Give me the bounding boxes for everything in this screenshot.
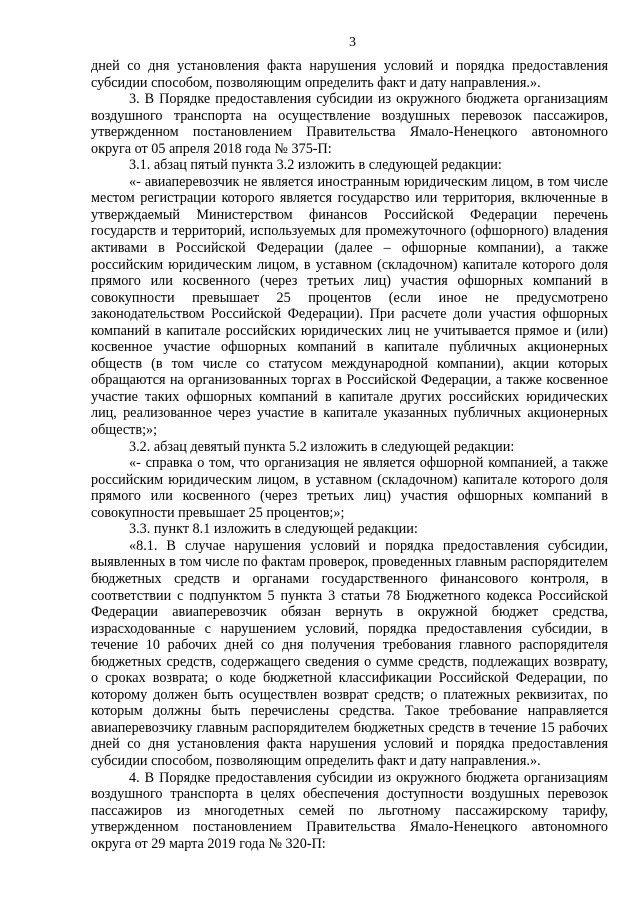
page-number: 3 [349, 35, 356, 50]
paragraph-item-3-2: 3.2. абзац девятый пункта 5.2 изложить в следующей редакции: [129, 438, 515, 455]
paragraph-item-3: 3. В Порядке предоставления субсидии из окружного бюджета организациям воздушного транспорта на осуществление воздушных перевозок пассажиров, утвержденном постановлением Правительства Ямало-Ненецкого автономного округа от 05 апреля 2018 года № 375-П: [91, 91, 608, 157]
document-page [91, 34, 608, 852]
paragraph-item-3-1: 3.1. абзац пятый пункта 3.2 изложить в следующей редакции: [129, 157, 502, 174]
paragraph-item-3-3: 3.3. пункт 8.1 изложить в следующей редакции: [129, 521, 418, 538]
paragraph-continuation: дней со дня установления факта нарушения условий и порядка предоставления субсидии способом, позволяющим определить факт и дату направления.». [91, 58, 608, 91]
paragraph-quote-certificate: «- справка о том, что организация не является офшорной компанией, а также российским юридическим лицом, в уставном (складочном) капитале которого доля прямого или косвенного (через третьих лиц) участия офшорных компаний в совокупности превышает 25 процентов;»; [91, 455, 608, 521]
paragraph-quote-offshore-carrier: «- авиаперевозчик не является иностранным юридическим лицом, в том числе местом регистрации которого является государство или территория, включенные в утверждаемый Министерством финансов Российской Федерации перечень государств и территорий, используемых для промежуточного (офшорного) владения активами в Российской Федерации (далее – офшорные компании), а также российским юридическим лицом, в уставном (складочном) капитале которого доля прямого или косвенного (через третьих лиц) участия офшорных компаний в совокупности превышает 25 процентов (если иное не предусмотрено законодательством Российской Федерации). При расчете доли участия офшорных компаний в капитале российских юридических лиц не учитывается прямое и (или) косвенное участие офшорных компаний в капитале публичных акционерных обществ (в том числе со статусом международной компании), акции которых обращаются на организованных торгах в Российской Федерации, а также косвенное участие таких офшорных компаний в капитале других российских юридических лиц, реализованное через участие в капитале указанных публичных акционерных обществ;»; [91, 173, 608, 439]
paragraph-quote-8-1: «8.1. В случае нарушения условий и порядка предоставления субсидии, выявленных в том числе по фактам проверок, проведенных главным распорядителем бюджетных средств и органами государственного финансового контроля, в соответствии с подпунктом 5 пункта 3 статьи 78 Бюджетного кодекса Российской Федерации авиаперевозчик обязан вернуть в окружной бюджет средства, израсходованные с нарушением условий, порядка предоставления субсидии, в течение 10 рабочих дней со дня получения требования главного распорядителя бюджетных средств, содержащего сведения о сумме средств, подлежащих возврату, о сроках возврата; о коде бюджетной классификации Российской Федерации, по которому должен быть осуществлен возврат средств; о платежных реквизитах, по которым должны быть перечислены средства. Такое требование направляется авиаперевозчику главным распорядителем бюджетных средств в течение 15 рабочих дней со дня установления факта нарушения условий и порядка предоставления субсидии способом, позволяющим определить факт и дату направления.». [91, 537, 608, 769]
paragraph-item-4: 4. В Порядке предоставления субсидии из окружного бюджета организациям воздушного транспорта в целях обеспечения доступности воздушных перевозок пассажиров из многодетных семей по льготному пассажирскому тарифу, утвержденном постановлением Правительства Ямало-Ненецкого автономного округа от 29 марта 2019 года № 320-П: [91, 769, 608, 852]
